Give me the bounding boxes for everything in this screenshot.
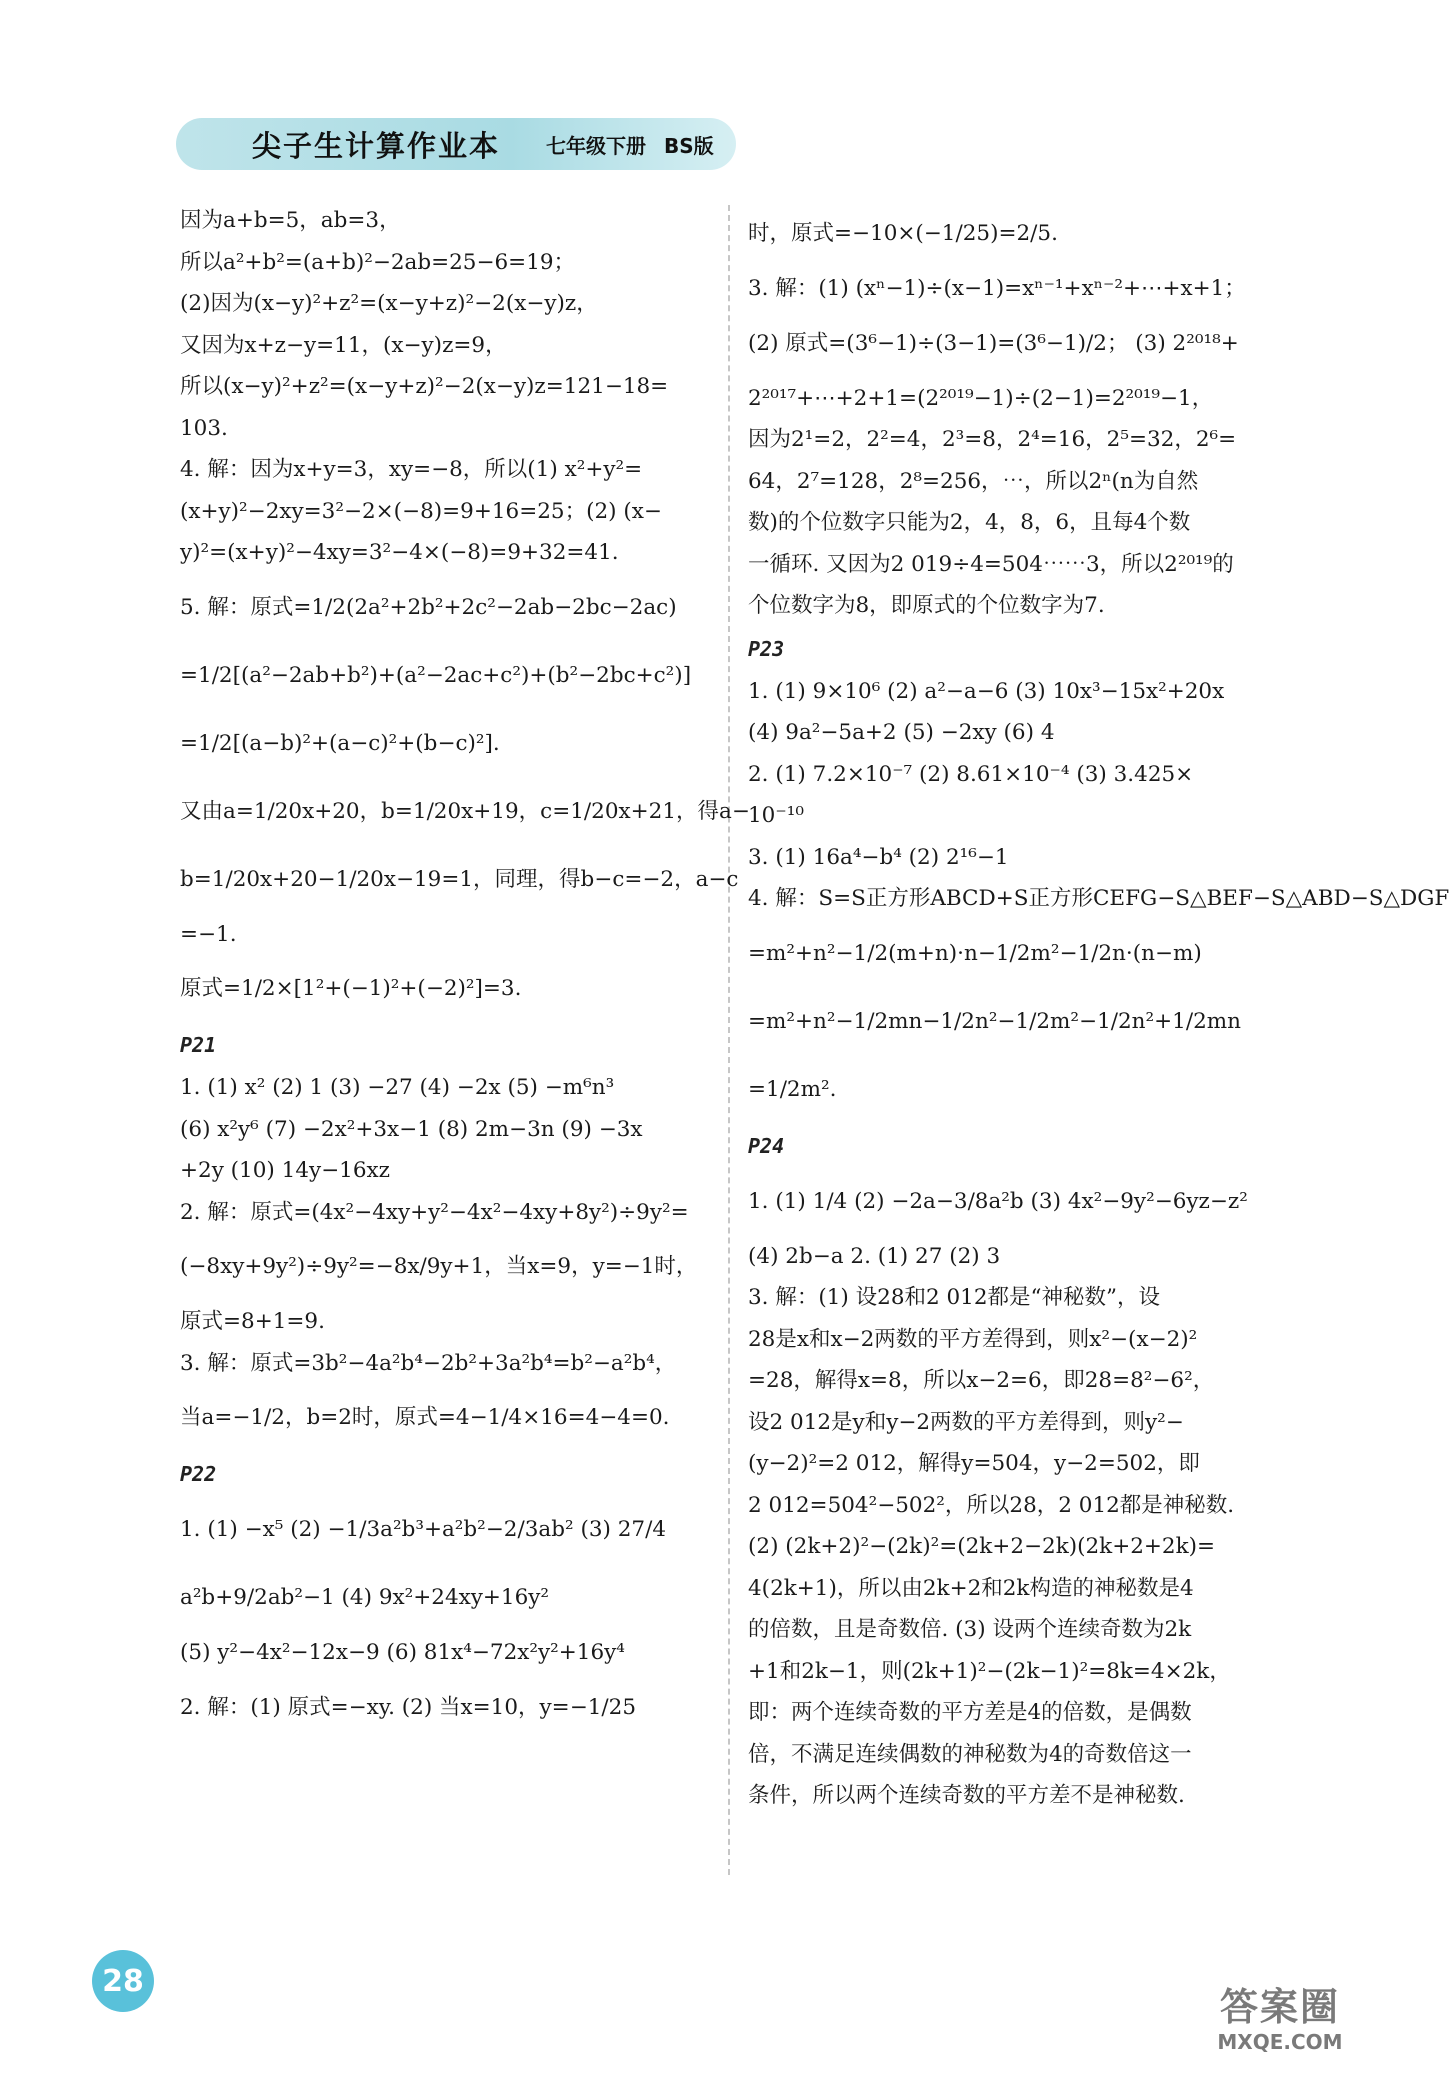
text-line: =1/2m². [748, 1076, 837, 1102]
text-line: (y−2)²=2 012，解得y=504，y−2=502，即 [748, 1451, 1200, 1476]
text-line: 1. (1) 1/4 (2) −2a−3/8a²b (3) 4x²−9y²−6yz−z² [748, 1188, 1248, 1214]
text-line: 2. (1) 7.2×10⁻⁷ (2) 8.61×10⁻⁴ (3) 3.425× [748, 761, 1194, 787]
text-line: 4(2k+1)，所以由2k+2和2k构造的神秘数是4 [748, 1575, 1194, 1601]
text-line: 5. 解：原式=1/2(2a²+2b²+2c²−2ab−2bc−2ac) [180, 594, 677, 620]
text-line: (5) y²−4x²−12x−9 (6) 81x⁴−72x²y²+16y⁴ [180, 1640, 625, 1665]
text-line: 当a=−1/2，b=2时，原式=4−1/4×16=4−4=0. [180, 1405, 670, 1430]
text-line: 个位数字为8，即原式的个位数字为7. [748, 593, 1105, 618]
column-divider [728, 205, 730, 1875]
text-line: 64，2⁷=128，2⁸=256，⋯，所以2ⁿ(n为自然 [748, 468, 1199, 494]
text-line: 1. (1) x² (2) 1 (3) −27 (4) −2x (5) −m⁶n³ [180, 1075, 615, 1100]
text-line: =m²+n²−1/2(m+n)·n−1/2m²−1/2n·(n−m) [748, 940, 1202, 966]
text-line: (2)因为(x−y)²+z²=(x−y+z)²−2(x−y)z， [180, 291, 598, 316]
text-line: (2) 原式=(3⁶−1)÷(3−1)=(3⁶−1)/2； (3) 2²⁰¹⁸+ [748, 330, 1239, 356]
section-heading-p21: P21 [180, 1033, 217, 1057]
section-heading-p24: P24 [748, 1133, 785, 1158]
text-line: +2y (10) 14y−16xz [180, 1158, 390, 1183]
text-line: 4. 解：S=S正方形ABCD+S正方形CEFG−S△BEF−S△ABD−S△DGF [748, 886, 1449, 911]
text-line: (6) x²y⁶ (7) −2x²+3x−1 (8) 2m−3n (9) −3x [180, 1116, 643, 1142]
right-column [748, 200, 1449, 1817]
text-line: +1和2k−1，则(2k+1)²−(2k−1)²=8k=4×2k， [748, 1658, 1231, 1684]
text-line: 2²⁰¹⁷+⋯+2+1=(2²⁰¹⁹−1)÷(2−1)=2²⁰¹⁹−1， [748, 385, 1214, 411]
text-line: 2. 解：(1) 原式=−xy. (2) 当x=10，y=−1/25 [180, 1694, 636, 1720]
left-column [180, 200, 750, 1742]
text-line: 所以(x−y)²+z²=(x−y+z)²−2(x−y)z=121−18= [180, 374, 669, 399]
page-number-badge: 28 [92, 1950, 154, 2012]
text-line: 4. 解：因为x+y=3，xy=−8，所以(1) x²+y²= [180, 457, 643, 482]
text-line: 倍，不满足连续偶数的神秘数为4的奇数倍这一 [748, 1741, 1192, 1767]
text-line: 的倍数，且是奇数倍. (3) 设两个连续奇数为2k [748, 1617, 1192, 1642]
text-line: =1/2[(a²−2ab+b²)+(a²−2ac+c²)+(b²−2bc+c²)] [180, 662, 692, 688]
text-line: =28，解得x=8，所以x−2=6，即28=8²−6²， [748, 1368, 1215, 1393]
grade-label: 七年级下册 [546, 133, 647, 158]
text-line: (4) 2b−a 2. (1) 27 (2) 3 [748, 1243, 1001, 1269]
text-line: 因为a+b=5，ab=3， [180, 208, 401, 233]
text-line: 10⁻¹⁰ [748, 803, 804, 828]
text-line: (−8xy+9y²)÷9y²=−8x/9y+1，当x=9，y=−1时， [180, 1254, 698, 1279]
watermark-site: MXQE.COM [1217, 2030, 1343, 2054]
text-line: y)²=(x+y)²−4xy=3²−4×(−8)=9+32=41. [180, 540, 619, 565]
text-line: 所以a²+b²=(a+b)²−2ab=25−6=19； [180, 249, 576, 275]
text-line: =m²+n²−1/2mn−1/2n²−1/2m²−1/2n²+1/2mn [748, 1008, 1241, 1034]
text-line: 103. [180, 415, 228, 441]
text-line: 条件，所以两个连续奇数的平方差不是神秘数. [748, 1783, 1185, 1808]
text-line: =1/2[(a−b)²+(a−c)²+(b−c)²]. [180, 730, 500, 756]
watermark-mark: 答案圈 [1219, 1985, 1340, 2029]
book-title: 尖子生计算作业本 [252, 128, 501, 163]
text-line: 又由a=1/20x+20，b=1/20x+19，c=1/20x+21，得a− [180, 798, 750, 824]
text-line: 又因为x+z−y=11，(x−y)z=9， [180, 332, 507, 358]
text-line: 3. 解：原式=3b²−4a²b⁴−2b²+3a²b⁴=b²−a²b⁴， [180, 1350, 677, 1376]
text-line: 原式=8+1=9. [180, 1309, 325, 1334]
text-line: 1. (1) −x⁵ (2) −1/3a²b³+a²b²−2/3ab² (3) 27/4 [180, 1517, 667, 1542]
text-line: 3. (1) 16a⁴−b⁴ (2) 2¹⁶−1 [748, 844, 1009, 870]
text-line: 3. 解：(1) (xⁿ−1)÷(x−1)=xⁿ⁻¹+xⁿ⁻²+⋯+x+1； [748, 276, 1246, 301]
text-line: 2. 解：原式=(4x²−4xy+y²−4x²−4xy+8y²)÷9y²= [180, 1199, 689, 1225]
section-heading-p22: P22 [180, 1462, 217, 1486]
text-line: (x+y)²−2xy=3²−2×(−8)=9+16=25；(2) (x− [180, 498, 662, 524]
text-line: b=1/20x+20−1/20x−19=1，同理，得b−c=−2，a−c [180, 866, 739, 892]
text-line: 2 012=504²−502²，所以28，2 012都是神秘数. [748, 1492, 1235, 1518]
text-line: (4) 9a²−5a+2 (5) −2xy (6) 4 [748, 720, 1055, 745]
section-heading-p23: P23 [748, 636, 785, 661]
text-line: 设2 012是y和y−2两数的平方差得到，则y²− [748, 1409, 1184, 1435]
book-header-banner [176, 118, 736, 170]
text-line: 因为2¹=2，2²=4，2³=8，2⁴=16，2⁵=32，2⁶= [748, 427, 1237, 452]
site-watermark [1160, 1985, 1400, 2065]
text-line: 数)的个位数字只能为2，4，8，6，且每4个数 [748, 510, 1191, 535]
text-line: =−1. [180, 921, 237, 947]
text-line: 28是x和x−2两数的平方差得到，则x²−(x−2)² [748, 1326, 1198, 1352]
edition-label: BS版 [664, 133, 714, 158]
text-line: 3. 解：(1) 设28和2 012都是“神秘数”，设 [748, 1285, 1161, 1310]
text-line: 一循环. 又因为2 019÷4=504⋯⋯3，所以2²⁰¹⁹的 [748, 551, 1234, 577]
text-line: 1. (1) 9×10⁶ (2) a²−a−6 (3) 10x³−15x²+20x [748, 678, 1225, 704]
text-line: 时，原式=−10×(−1/25)=2/5. [748, 221, 1058, 246]
text-line: a²b+9/2ab²−1 (4) 9x²+24xy+16y² [180, 1585, 550, 1610]
text-line: (2) (2k+2)²−(2k)²=(2k+2−2k)(2k+2+2k)= [748, 1534, 1216, 1559]
text-line: 原式=1/2×[1²+(−1)²+(−2)²]=3. [180, 976, 522, 1001]
text-line: 即：两个连续奇数的平方差是4的倍数，是偶数 [748, 1700, 1192, 1725]
